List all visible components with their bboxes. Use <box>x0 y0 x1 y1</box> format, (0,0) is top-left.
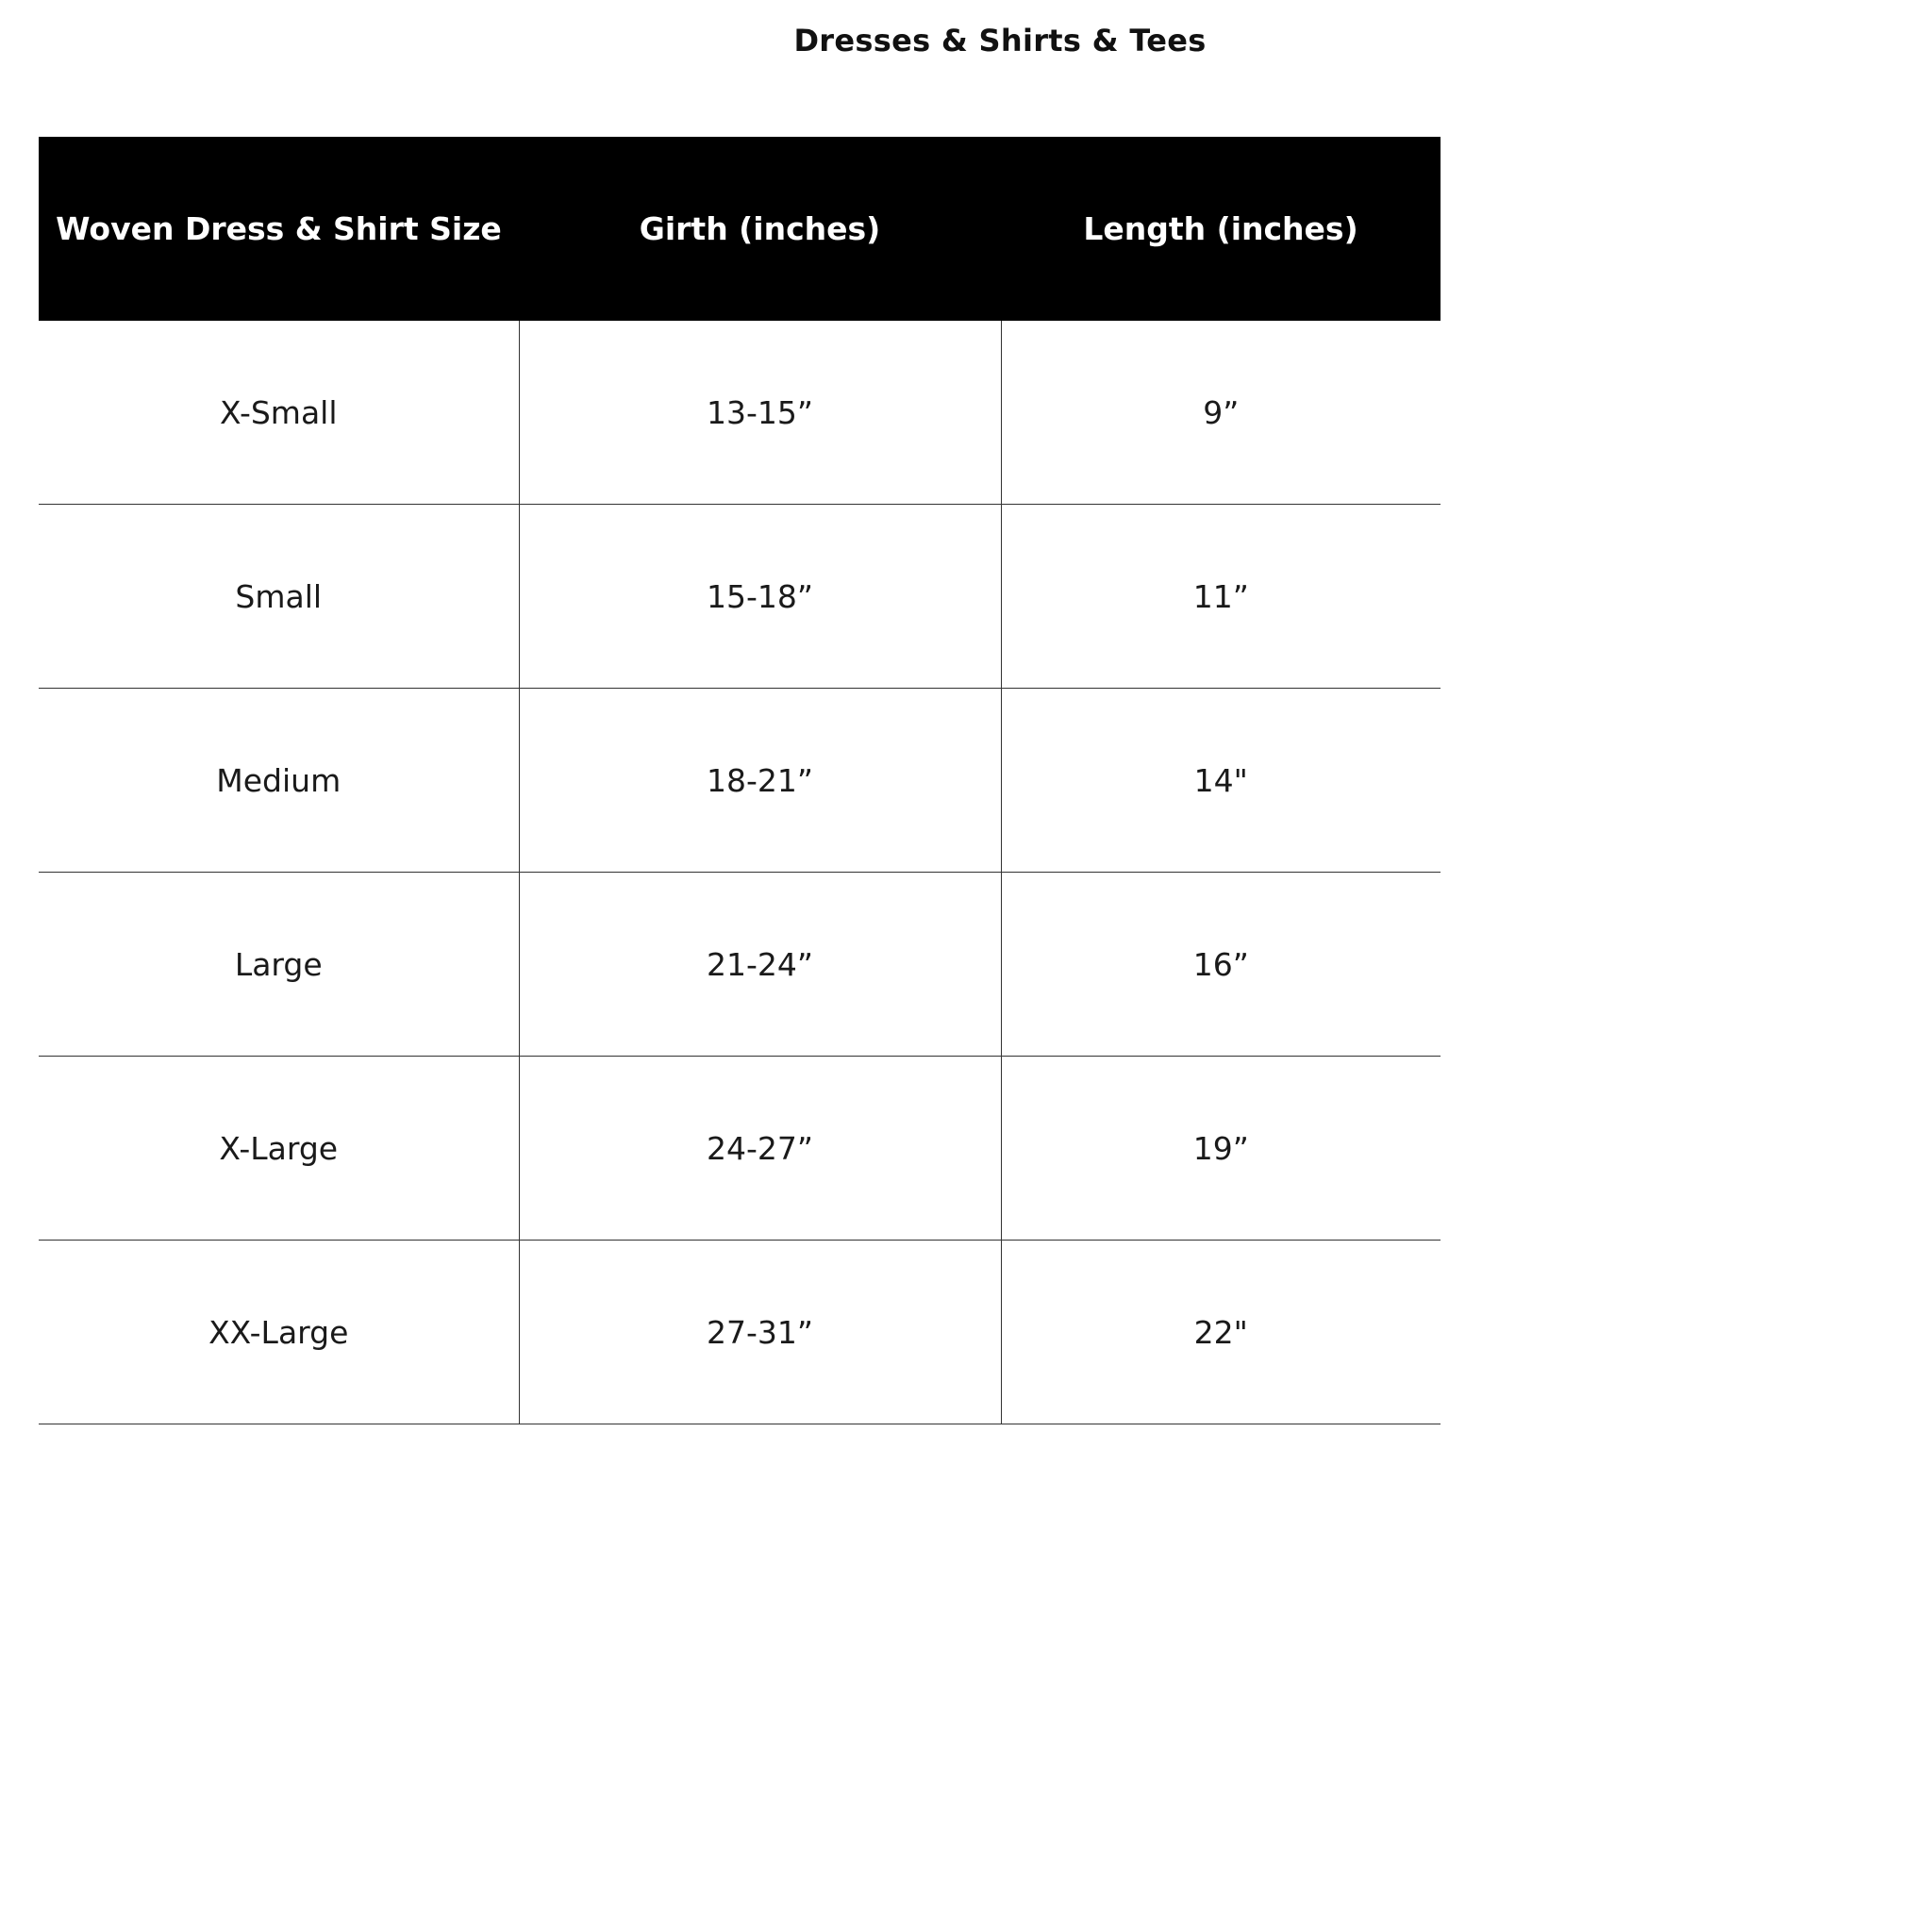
size-cell: Large <box>39 873 519 1057</box>
length-cell: 11” <box>1001 505 1441 689</box>
table-row <box>39 1241 1441 1424</box>
table-row <box>39 505 1441 689</box>
header-size: Woven Dress & Shirt Size <box>39 137 519 321</box>
table-row <box>39 873 1441 1057</box>
size-cell: X-Large <box>39 1057 519 1241</box>
table-body <box>39 321 1441 1424</box>
size-cell: X-Small <box>39 321 519 505</box>
girth-cell: 18-21” <box>519 689 1001 873</box>
girth-cell: 27-31” <box>519 1241 1001 1424</box>
size-chart-table <box>39 137 1441 1424</box>
girth-cell: 15-18” <box>519 505 1001 689</box>
table-row <box>39 321 1441 505</box>
page-title: Dresses & Shirts & Tees <box>793 23 1207 58</box>
size-cell: XX-Large <box>39 1241 519 1424</box>
length-cell: 9” <box>1001 321 1441 505</box>
girth-cell: 13-15” <box>519 321 1001 505</box>
table-row <box>39 1057 1441 1241</box>
girth-cell: 24-27” <box>519 1057 1001 1241</box>
size-cell: Small <box>39 505 519 689</box>
table-header <box>39 137 1441 321</box>
header-row <box>39 137 1441 321</box>
girth-cell: 21-24” <box>519 873 1001 1057</box>
length-cell: 19” <box>1001 1057 1441 1241</box>
length-cell: 22" <box>1001 1241 1441 1424</box>
length-cell: 16” <box>1001 873 1441 1057</box>
table-row <box>39 689 1441 873</box>
size-cell: Medium <box>39 689 519 873</box>
length-cell: 14" <box>1001 689 1441 873</box>
header-length: Length (inches) <box>1001 137 1441 321</box>
header-girth: Girth (inches) <box>519 137 1001 321</box>
